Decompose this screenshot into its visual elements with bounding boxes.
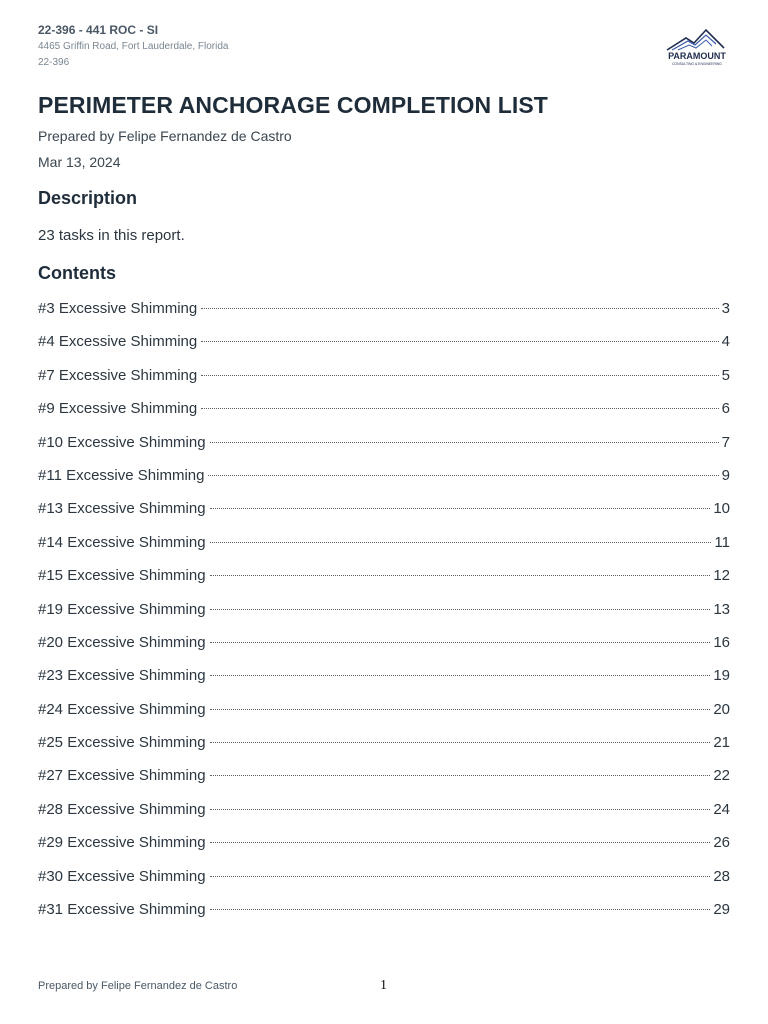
toc-leader-dots: [201, 308, 718, 309]
toc-entry-label[interactable]: #20 Excessive Shimming: [38, 633, 206, 651]
toc-entry[interactable]: [38, 834, 730, 867]
toc-entry-page[interactable]: 22: [713, 767, 730, 785]
toc-leader-dots: [210, 909, 711, 910]
toc-entry[interactable]: [38, 801, 730, 834]
table-of-contents: [38, 300, 730, 934]
toc-leader-dots: [210, 775, 711, 776]
toc-entry-page[interactable]: 4: [721, 333, 730, 351]
toc-entry-page[interactable]: 19: [713, 667, 730, 685]
toc-entry-label[interactable]: #13 Excessive Shimming: [38, 500, 206, 518]
toc-entry-label[interactable]: #30 Excessive Shimming: [38, 867, 206, 885]
toc-entry[interactable]: [38, 467, 730, 500]
toc-entry-label[interactable]: #28 Excessive Shimming: [38, 800, 206, 818]
toc-entry-label[interactable]: #23 Excessive Shimming: [38, 667, 206, 685]
toc-entry-page[interactable]: 16: [713, 633, 730, 651]
toc-leader-dots: [210, 575, 711, 576]
toc-entry[interactable]: [38, 367, 730, 400]
description-heading: Description: [38, 188, 138, 208]
footer-page-number: 1: [380, 978, 387, 993]
mountain-logo-icon: [664, 26, 730, 70]
toc-entry[interactable]: [38, 400, 730, 433]
toc-entry-label[interactable]: #11 Excessive Shimming: [38, 466, 205, 484]
toc-leader-dots: [201, 375, 718, 376]
page-header: [38, 22, 730, 70]
toc-entry-label[interactable]: #14 Excessive Shimming: [38, 533, 206, 551]
page-title: PERIMETER ANCHORAGE COMPLETION LIST: [38, 92, 548, 118]
toc-entry-page[interactable]: 26: [713, 834, 730, 852]
toc-leader-dots: [210, 508, 711, 509]
footer-prepared-by: Prepared by Felipe Fernandez de Castro: [38, 980, 238, 992]
toc-entry-page[interactable]: 12: [713, 567, 730, 585]
toc-entry[interactable]: [38, 701, 730, 734]
project-code: 22-396: [38, 57, 70, 68]
toc-leader-dots: [210, 442, 719, 443]
toc-entry[interactable]: [38, 734, 730, 767]
toc-leader-dots: [210, 842, 711, 843]
toc-entry-page[interactable]: 28: [713, 867, 730, 885]
toc-entry-page[interactable]: 20: [713, 700, 730, 718]
toc-leader-dots: [201, 341, 718, 342]
toc-entry[interactable]: [38, 534, 730, 567]
toc-entry-label[interactable]: #9 Excessive Shimming: [38, 400, 198, 418]
toc-entry-label[interactable]: #24 Excessive Shimming: [38, 700, 206, 718]
toc-entry-label[interactable]: #27 Excessive Shimming: [38, 767, 206, 785]
toc-entry-label[interactable]: #4 Excessive Shimming: [38, 333, 198, 351]
toc-entry-page[interactable]: 13: [713, 600, 730, 618]
toc-entry-page[interactable]: 11: [714, 533, 730, 551]
paramount-logo: [664, 26, 730, 70]
project-address: 4465 Griffin Road, Fort Lauderdale, Florida: [38, 41, 229, 52]
toc-entry-page[interactable]: 3: [721, 300, 730, 317]
toc-leader-dots: [210, 609, 711, 610]
toc-leader-dots: [210, 809, 711, 810]
toc-entry-page[interactable]: 6: [721, 400, 730, 418]
toc-entry[interactable]: [38, 300, 730, 333]
report-date: Mar 13, 2024: [38, 154, 121, 170]
toc-entry-page[interactable]: 9: [721, 466, 730, 484]
toc-entry[interactable]: [38, 767, 730, 800]
toc-leader-dots: [210, 742, 711, 743]
toc-entry-label[interactable]: #3 Excessive Shimming: [38, 300, 198, 317]
toc-entry-label[interactable]: #7 Excessive Shimming: [38, 366, 198, 384]
toc-entry-label[interactable]: #31 Excessive Shimming: [38, 901, 206, 919]
toc-leader-dots: [210, 876, 711, 877]
toc-entry-page[interactable]: 24: [713, 800, 730, 818]
toc-entry[interactable]: [38, 601, 730, 634]
toc-entry[interactable]: [38, 434, 730, 467]
toc-entry-page[interactable]: 5: [721, 366, 730, 384]
toc-entry-page[interactable]: 21: [713, 734, 730, 752]
logo-wordmark: PARAMOUNT: [668, 51, 726, 61]
toc-entry[interactable]: [38, 500, 730, 533]
toc-entry-label[interactable]: #25 Excessive Shimming: [38, 734, 206, 752]
toc-leader-dots: [210, 709, 711, 710]
toc-leader-dots: [210, 642, 711, 643]
toc-entry-label[interactable]: #15 Excessive Shimming: [38, 567, 206, 585]
toc-leader-dots: [201, 408, 718, 409]
logo-tagline: CONSULTING & ENGINEERING: [672, 62, 722, 66]
toc-entry[interactable]: [38, 333, 730, 366]
toc-entry-label[interactable]: #29 Excessive Shimming: [38, 834, 206, 852]
toc-leader-dots: [210, 675, 711, 676]
toc-entry[interactable]: [38, 667, 730, 700]
contents-heading: Contents: [38, 263, 116, 283]
toc-leader-dots: [208, 475, 718, 476]
toc-entry-page[interactable]: 7: [721, 433, 730, 451]
toc-entry-label[interactable]: #19 Excessive Shimming: [38, 600, 206, 618]
prepared-by: Prepared by Felipe Fernandez de Castro: [38, 128, 292, 144]
toc-entry[interactable]: [38, 901, 730, 934]
toc-entry[interactable]: [38, 567, 730, 600]
toc-leader-dots: [210, 542, 712, 543]
toc-entry[interactable]: [38, 868, 730, 901]
toc-entry-page[interactable]: 10: [713, 500, 730, 518]
toc-entry-label[interactable]: #10 Excessive Shimming: [38, 433, 206, 451]
toc-entry-page[interactable]: 29: [713, 901, 730, 919]
project-title: 22-396 - 441 ROC - SI: [38, 23, 159, 37]
description-text: 23 tasks in this report.: [38, 227, 185, 244]
toc-entry[interactable]: [38, 634, 730, 667]
